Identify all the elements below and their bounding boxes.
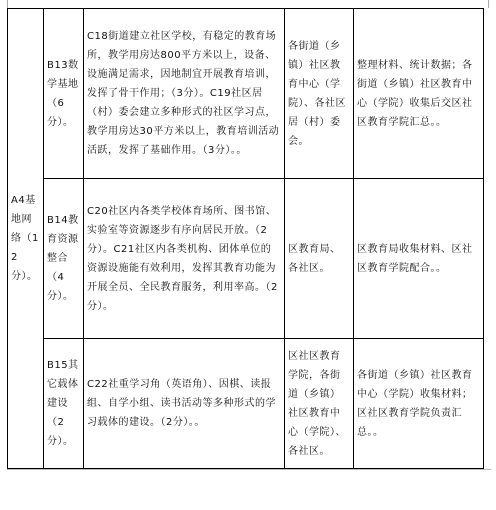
table-row	[8, 179, 484, 339]
margin-corner-mark	[488, 0, 489, 8]
item-cell: B13数学基地（6分）。	[44, 9, 84, 179]
method-cell: 整理材料、统计数据；各街道（乡镇）社区教育中心（学院）收集后交区社区教育学院汇总。。	[354, 9, 484, 179]
item-cell: B15其它载体建设（2分）。	[44, 339, 84, 469]
page-margin-line	[7, 469, 491, 470]
method-cell: 区教育局收集材料、区社区教育学院配合。。	[354, 179, 484, 339]
content-cell: C20社区内各类学校体育场所、图书馆、实验室等资源逐步有序向居民开放。（2分）。C21社区内各类机构、团体单位的资源设施能有效利用，发挥其教育功能为开展全员、全民教育服务，利用率高。（2分）。	[84, 179, 285, 339]
content-cell: C22社重学习角（英语角）、因棋、读报组、自学小组、读书活动等多种形式的学习载体的建设。（2分）。。	[84, 339, 285, 469]
evaluation-table	[7, 8, 484, 469]
table-row	[8, 9, 484, 179]
responsible-cell: 区教育局、各社区。	[285, 179, 354, 339]
method-cell: 各街道（乡镇）社区教育中心（学院）收集材料；区社区教育学院负责汇总。。	[354, 339, 484, 469]
content-cell: C18街道建立社区学校，有稳定的教育场所，教学用房达800平方米以上，设备、设施满足需求，因地制宜开展教育培训，发挥了骨干作用；（3分）。C19社区居（村）委会建立多种形式的社区学习点，教学用房达30平方米以上，教育培训活动活跃，发挥了基础作用。（3分）。。	[84, 9, 285, 179]
margin-corner-mark	[7, 0, 8, 8]
responsible-cell: 区社区教育学院，各街道（乡镇）社区教育中心（学院）、各社区。	[285, 339, 354, 469]
item-cell: B14教育资源整合（4分）。	[44, 179, 84, 339]
responsible-cell: 各街道（乡镇）社区教育中心（学院）、各社区居（村）委会。	[285, 9, 354, 179]
table-row	[8, 339, 484, 469]
group-cell: A4基地网络（12分）。	[8, 9, 44, 469]
